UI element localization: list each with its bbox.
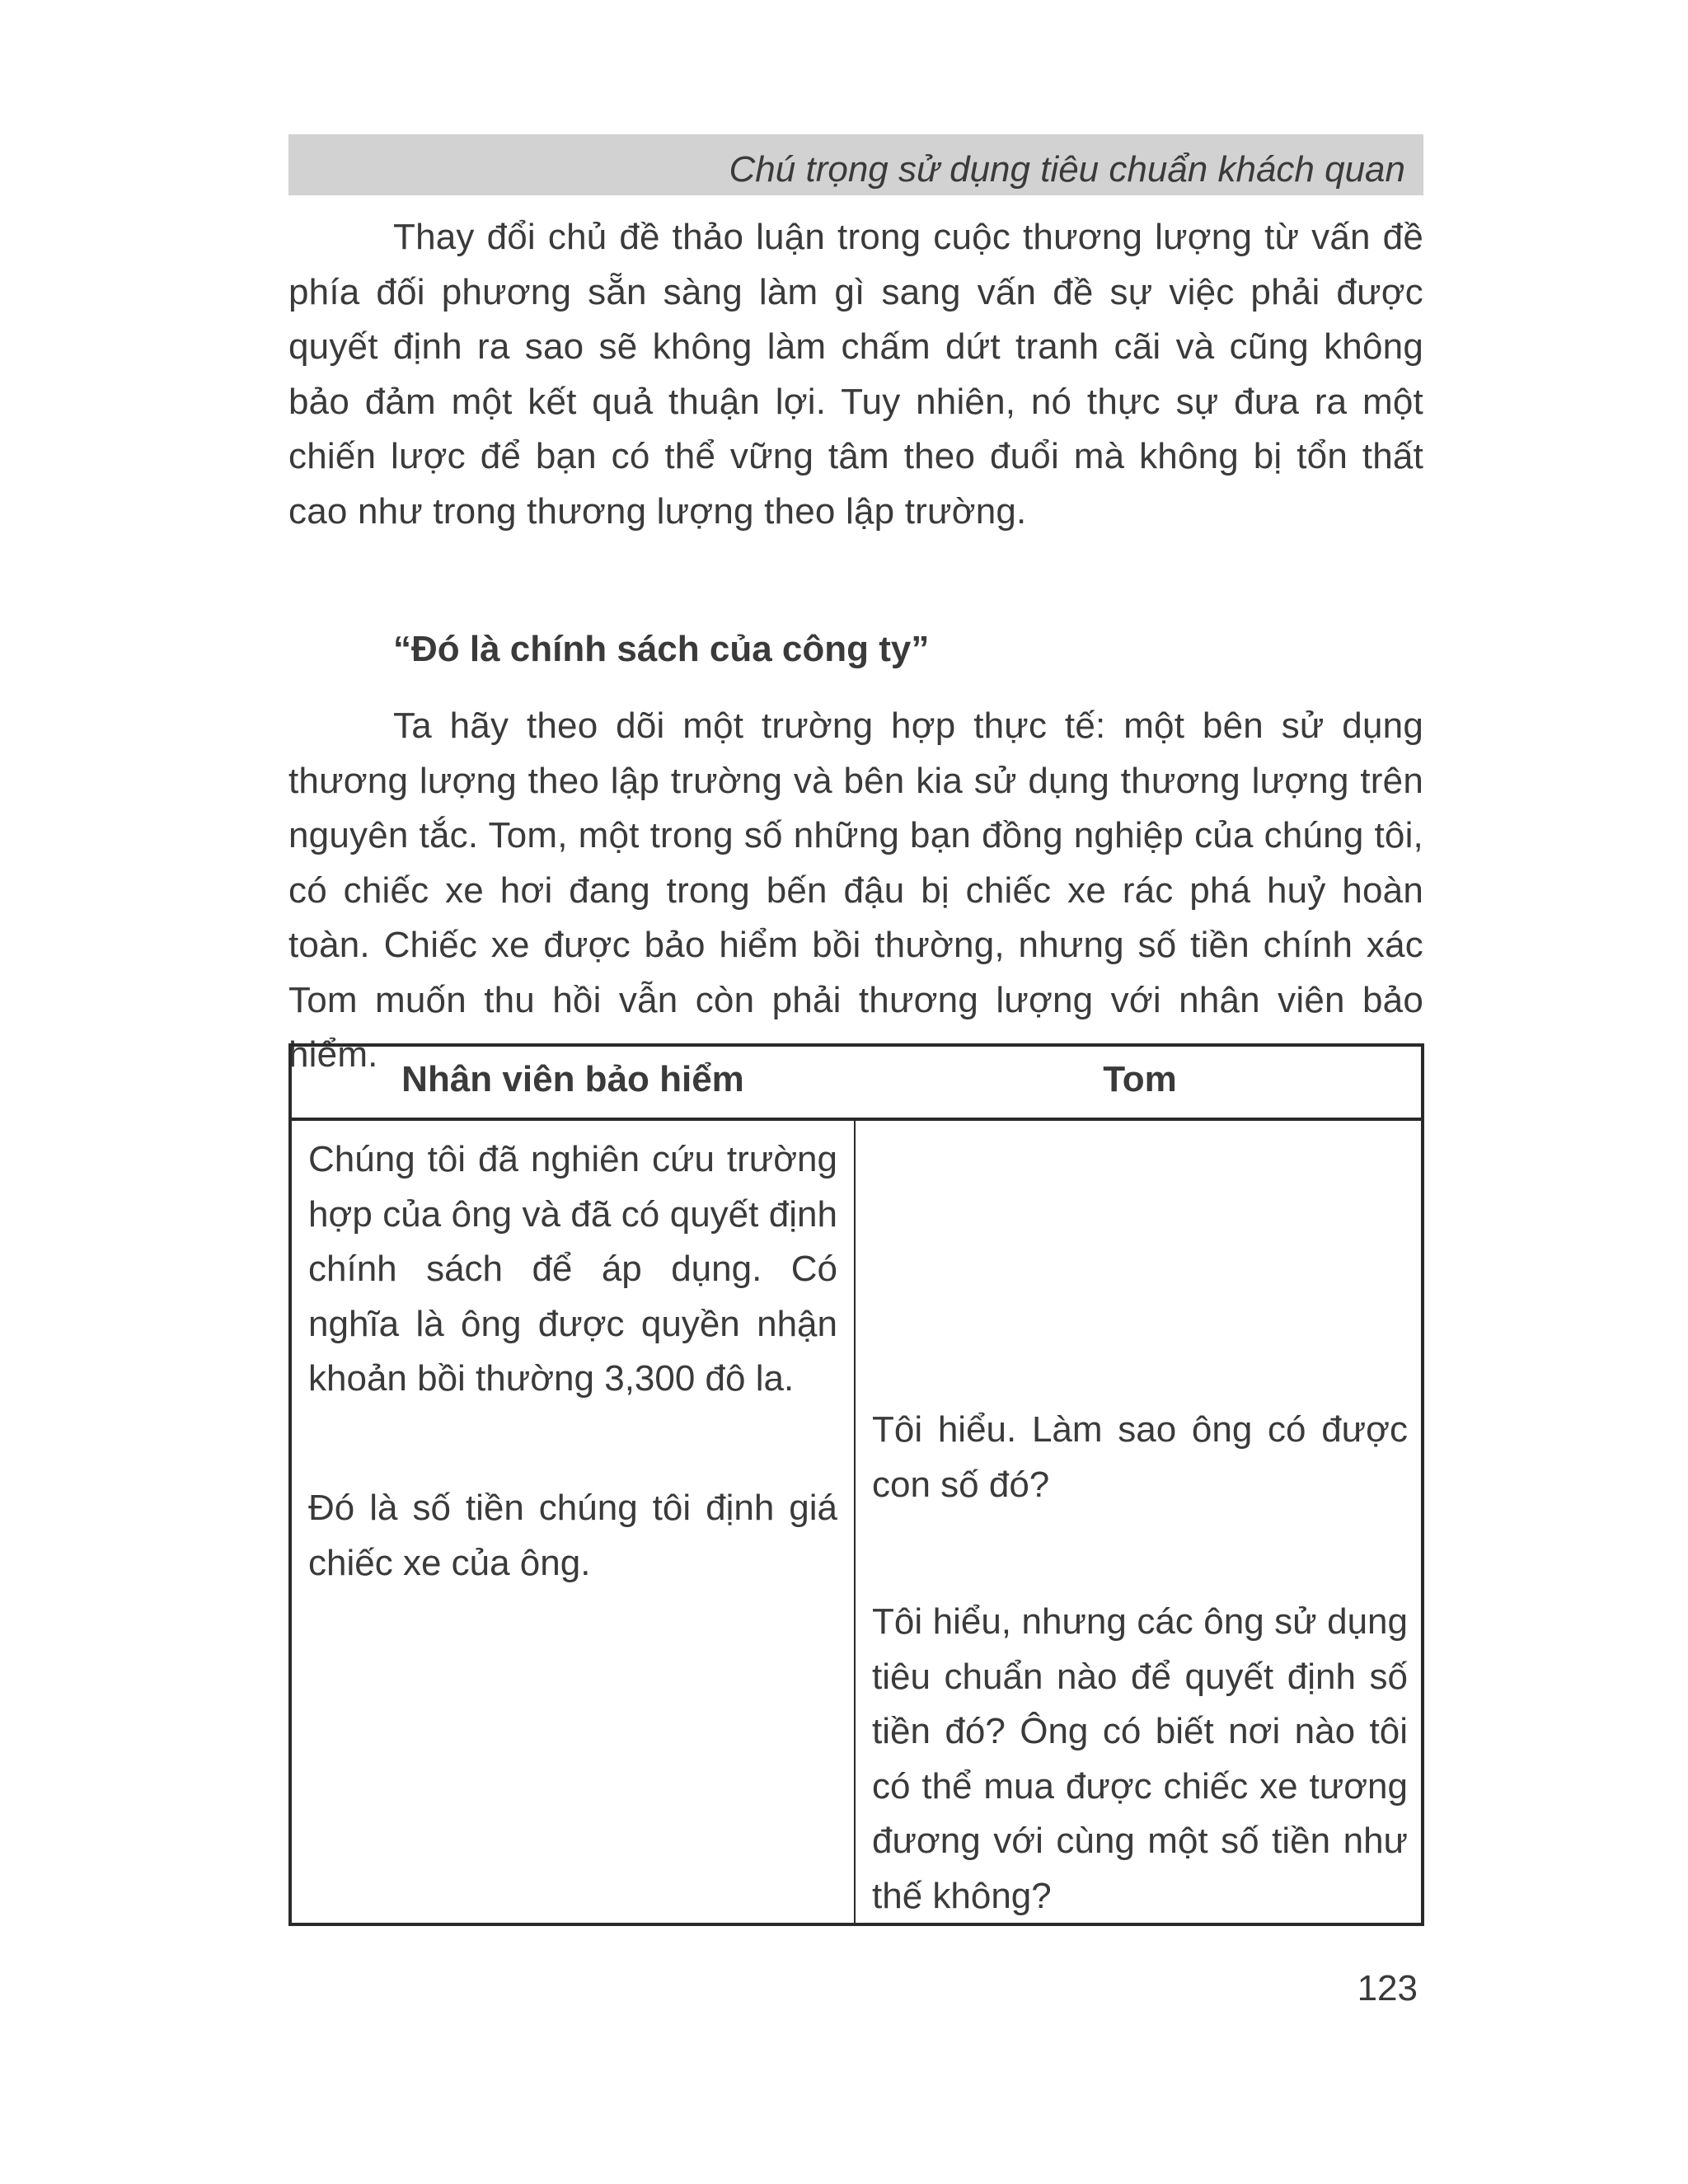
dialog-table (288, 1043, 1424, 1926)
table-column-divider (854, 1121, 856, 1923)
tom-dialog-line: Tôi hiểu. Làm sao ông có được con số đó? (872, 1409, 1408, 1505)
column-header-tom: Tom (1103, 1059, 1177, 1099)
agent-dialog-line: Chúng tôi đã nghiên cứu trường hợp của ông và đã có quyết định chính sách để áp dụng. Có nghĩa là ông được quyền nhận khoản bồi thường 3,300 đô la. (308, 1139, 837, 1399)
column-header-insurance-agent: Nhân viên bảo hiểm (401, 1059, 744, 1099)
table-header-divider (292, 1118, 1421, 1121)
tom-dialog-line: Tôi hiểu, nhưng các ông sử dụng tiêu chuẩn nào để quyết định số tiền đó? Ông có biết nơi nào tôi có thể mua được chiếc xe tương đương với cùng một số tiền như thế không? (872, 1601, 1408, 1916)
running-header: Chú trọng sử dụng tiêu chuẩn khách quan (288, 134, 1423, 195)
body-paragraph: Thay đổi chủ đề thảo luận trong cuộc thương lượng từ vấn đề phía đối phương sẵn sàng làm gì sang vấn đề sự việc phải được quyết định ra sao sẽ không làm chấm dứt tranh cãi và cũng không bảo đảm một kết quả thuận lợi. Tuy nhiên, nó thực sự đưa ra một chiến lược để bạn có thể vững tâm theo đuổi mà không bị tổn thất cao như trong thương lượng theo lập trường. (288, 217, 1423, 532)
page-number: 123 (1357, 1968, 1418, 2008)
agent-dialog-line: Đó là số tiền chúng tôi định giá chiếc xe của ông. (308, 1488, 837, 1583)
body-paragraph: Ta hãy theo dõi một trường hợp thực tế: một bên sử dụng thương lượng theo lập trường và bên kia sử dụng thương lượng trên nguyên tắc. Tom, một trong số những bạn đồng nghiệp của chúng tôi, có chiếc xe hơi đang trong bến đậu bị chiếc xe rác phá huỷ hoàn toàn. Chiếc xe được bảo hiểm bồi thường, nhưng số tiền chính xác Tom muốn thu hồi vẫn còn phải thương lượng với nhân viên bảo hiểm. (288, 705, 1423, 1075)
section-heading: “Đó là chính sách của công ty” (393, 629, 930, 669)
